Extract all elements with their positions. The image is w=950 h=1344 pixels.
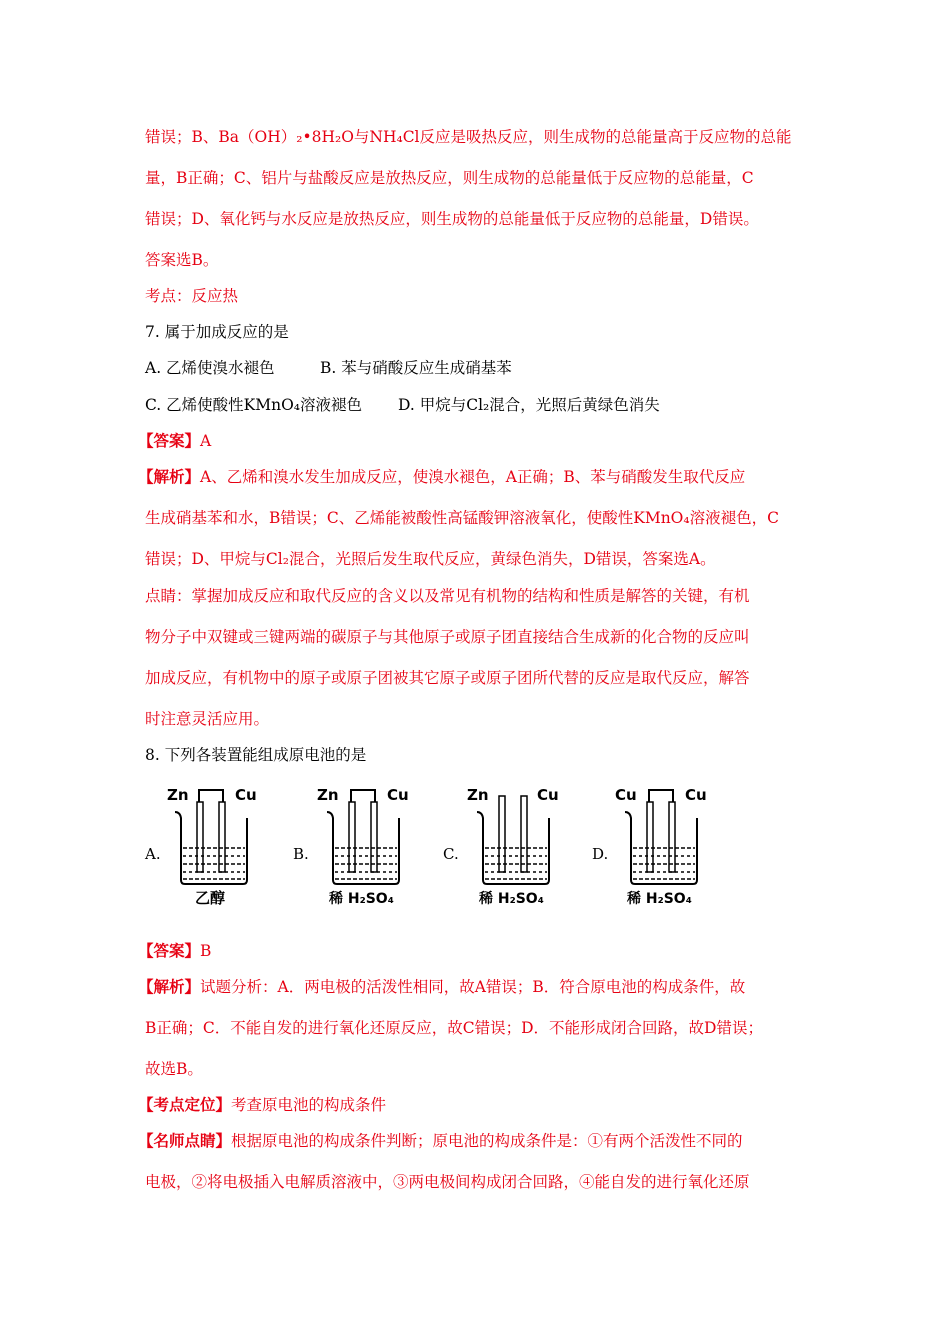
analysis-tag: 【解析】 [138,467,201,486]
q8-option-a-label: A. [145,845,161,863]
q8-analysis-line-1 [138,977,745,997]
q7-analysis-line-2: 生成硝基苯和水，B错误；C、乙烯能被酸性高锰酸钾溶液氧化，使酸性KMnO₄溶液褪色，C [145,509,779,527]
solution-label: 乙醇 [195,889,226,907]
explanation-line-2: 量，B正确；C、铝片与盐酸反应是放热反应，则生成物的总能量低于反应物的总能量，C [145,169,754,187]
electrode-left-label: Zn [167,786,189,804]
analysis-tag: 【解析】 [138,977,201,996]
kaodian-tag: 【考点定位】 [138,1095,232,1114]
q8-option-c-label: C. [443,845,459,863]
teacher-tag: 【名师点睛】 [138,1131,232,1150]
q8-analysis-line-2: B正确；C．不能自发的进行氧化还原反应，故C错误；D．不能形成闭合回路，故D错误； [145,1019,763,1037]
q7-option-d: D. 甲烷与Cl₂混合，光照后黄绿色消失 [398,396,660,414]
q7-answer [138,431,211,451]
q8-kaodian [138,1095,386,1115]
electrode-right-label: Cu [685,786,707,804]
electrode-left-label: Zn [467,786,489,804]
beaker-b-diagram [315,782,415,912]
kaodian-line: 考点：反应热 [145,287,239,305]
q7-option-a: A. 乙烯使溴水褪色 [145,359,275,377]
electrode-right-label: Cu [387,786,409,804]
q7-note-line-1: 点睛：掌握加成反应和取代反应的含义以及常见有机物的结构和性质是解答的关键，有机 [145,587,750,605]
q8-option-b-label: B. [293,845,309,863]
electrode-right-label: Cu [537,786,559,804]
kaodian-text: 考查原电池的构成条件 [231,1096,387,1114]
q7-analysis-line-1 [138,467,745,487]
electrode-right-label: Cu [235,786,257,804]
beaker-c-diagram [465,782,565,912]
electrode-left-label: Zn [317,786,339,804]
explanation-line-4: 答案选B。 [145,251,219,269]
solution-label: 稀 H₂SO₄ [479,891,544,907]
q8-teacher-line-2: 电极，②将电极插入电解质溶液中，③两电极间构成闭合回路，④能自发的进行氧化还原 [145,1173,750,1191]
q7-note-line-2: 物分子中双键或三键两端的碳原子与其他原子或原子团直接结合生成新的化合物的反应叫 [145,628,750,646]
solution-label: 稀 H₂SO₄ [627,891,692,907]
answer-tag: 【答案】 [138,941,201,960]
analysis-text: A、乙烯和溴水发生加成反应，使溴水褪色，A正确；B、苯与硝酸发生取代反应 [200,468,746,486]
beaker-a-diagram [165,782,265,912]
teacher-text: 根据原电池的构成条件判断；原电池的构成条件是：①有两个活泼性不同的 [231,1132,743,1150]
q7-option-c: C. 乙烯使酸性KMnO₄溶液褪色 [145,396,363,414]
q8-answer [138,941,211,961]
answer-tag: 【答案】 [138,431,201,450]
analysis-text: 试题分析：A．两电极的活泼性相同，故A错误；B．符合原电池的构成条件，故 [200,978,746,996]
q7-option-b: B. 苯与硝酸反应生成硝基苯 [320,359,512,377]
q7-analysis-line-3: 错误；D、甲烷与Cl₂混合，光照后发生取代反应，黄绿色消失，D错误，答案选A。 [145,550,716,568]
answer-value: B [200,942,212,960]
q8-teacher-line-1 [138,1131,743,1151]
answer-value: A [200,432,212,450]
solution-label: 稀 H₂SO₄ [329,891,394,907]
explanation-line-1: 错误；B、Ba（OH）₂•8H₂O与NH₄Cl反应是吸热反应，则生成物的总能量高于反应物的总能 [145,128,792,146]
q8-analysis-line-3: 故选B。 [145,1060,203,1078]
electrode-left-label: Cu [615,786,637,804]
q7-note-line-3: 加成反应，有机物中的原子或原子团被其它原子或原子团所代替的反应是取代反应，解答 [145,669,750,687]
q8-stem: 8. 下列各装置能组成原电池的是 [145,746,367,764]
q8-option-d-label: D. [592,845,609,863]
beaker-d-diagram [613,782,713,912]
q7-stem: 7. 属于加成反应的是 [145,323,289,341]
explanation-line-3: 错误；D、氧化钙与水反应是放热反应，则生成物的总能量低于反应物的总能量，D错误。 [145,210,759,228]
q7-note-line-4: 时注意灵活应用。 [145,710,270,728]
